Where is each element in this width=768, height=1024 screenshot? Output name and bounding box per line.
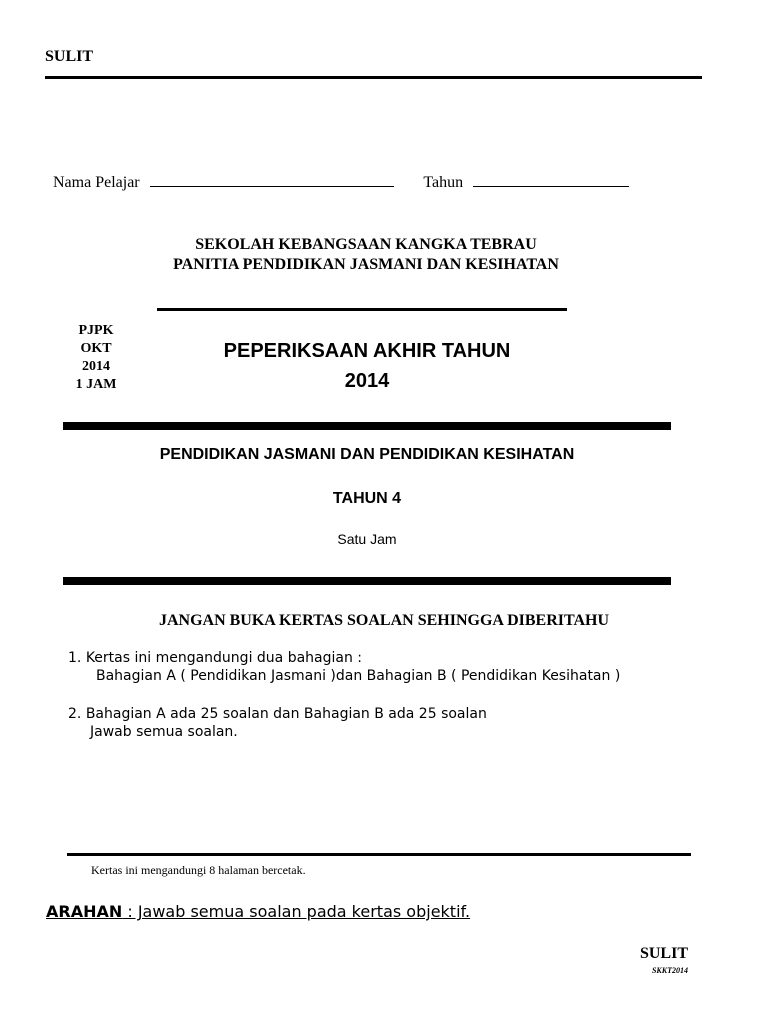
exam-code-year: 2014	[82, 359, 110, 374]
arahan-text: : Jawab semua soalan pada kertas objektif.	[122, 902, 471, 921]
instruction-2-line2: Jawab semua soalan.	[90, 724, 238, 740]
subject-name: PENDIDIKAN JASMANI DAN PENDIDIKAN KESIHATAN	[159, 446, 575, 463]
school-block	[0, 235, 732, 275]
instruction-2	[68, 705, 487, 741]
school-rule	[157, 308, 567, 311]
exam-code-subject: PJPK	[78, 323, 114, 338]
subject-year: TAHUN 4	[332, 490, 402, 507]
subject-duration: Satu Jam	[337, 531, 397, 547]
school-name: SEKOLAH KEBANGSAAN KANGKA TEBRAU	[195, 236, 537, 253]
footer-note-rule	[67, 853, 691, 856]
footer-code: SKKT2014	[651, 966, 688, 975]
school-panel: PANITIA PENDIDIKAN JASMANI DAN KESIHATAN	[173, 256, 559, 273]
instruction-1-line2: Bahagian A ( Pendidikan Jasmani )dan Bahagian B ( Pendidikan Kesihatan )	[96, 668, 621, 684]
instruction-1	[68, 649, 620, 685]
instruction-2-line1: Bahagian A ada 25 soalan dan Bahagian B ada 25 soalan	[85, 706, 487, 722]
thick-rule-bottom	[63, 577, 671, 585]
arahan-label: ARAHAN	[46, 902, 123, 921]
footer-note: Kertas ini mengandungi 8 halaman bercetak.	[91, 863, 306, 877]
arahan-row	[46, 902, 470, 921]
instruction-1-number: 1.	[68, 650, 82, 666]
name-label: Nama Pelajar	[53, 174, 140, 191]
exam-title-line1: PEPERIKSAAN AKHIR TAHUN	[223, 340, 511, 362]
warning-text: JANGAN BUKA KERTAS SOALAN SEHINGGA DIBERITAHU	[158, 612, 610, 629]
instruction-2-number: 2.	[68, 706, 82, 722]
header-rule	[45, 76, 702, 79]
instruction-1-line1: Kertas ini mengandungi dua bahagian :	[85, 650, 363, 666]
name-blank-line	[150, 174, 394, 187]
exam-title-line2: 2014	[344, 370, 390, 392]
exam-code-month: OKT	[80, 341, 112, 356]
year-label: Tahun	[423, 174, 464, 191]
year-blank-line	[473, 174, 629, 187]
student-info-row	[53, 174, 629, 192]
exam-title	[150, 336, 584, 396]
footer-classification: SULIT	[639, 945, 688, 962]
exam-code-block	[66, 322, 126, 394]
exam-code-duration: 1 JAM	[75, 377, 117, 392]
header-classification: SULIT	[45, 48, 94, 65]
thick-rule-top	[63, 422, 671, 430]
